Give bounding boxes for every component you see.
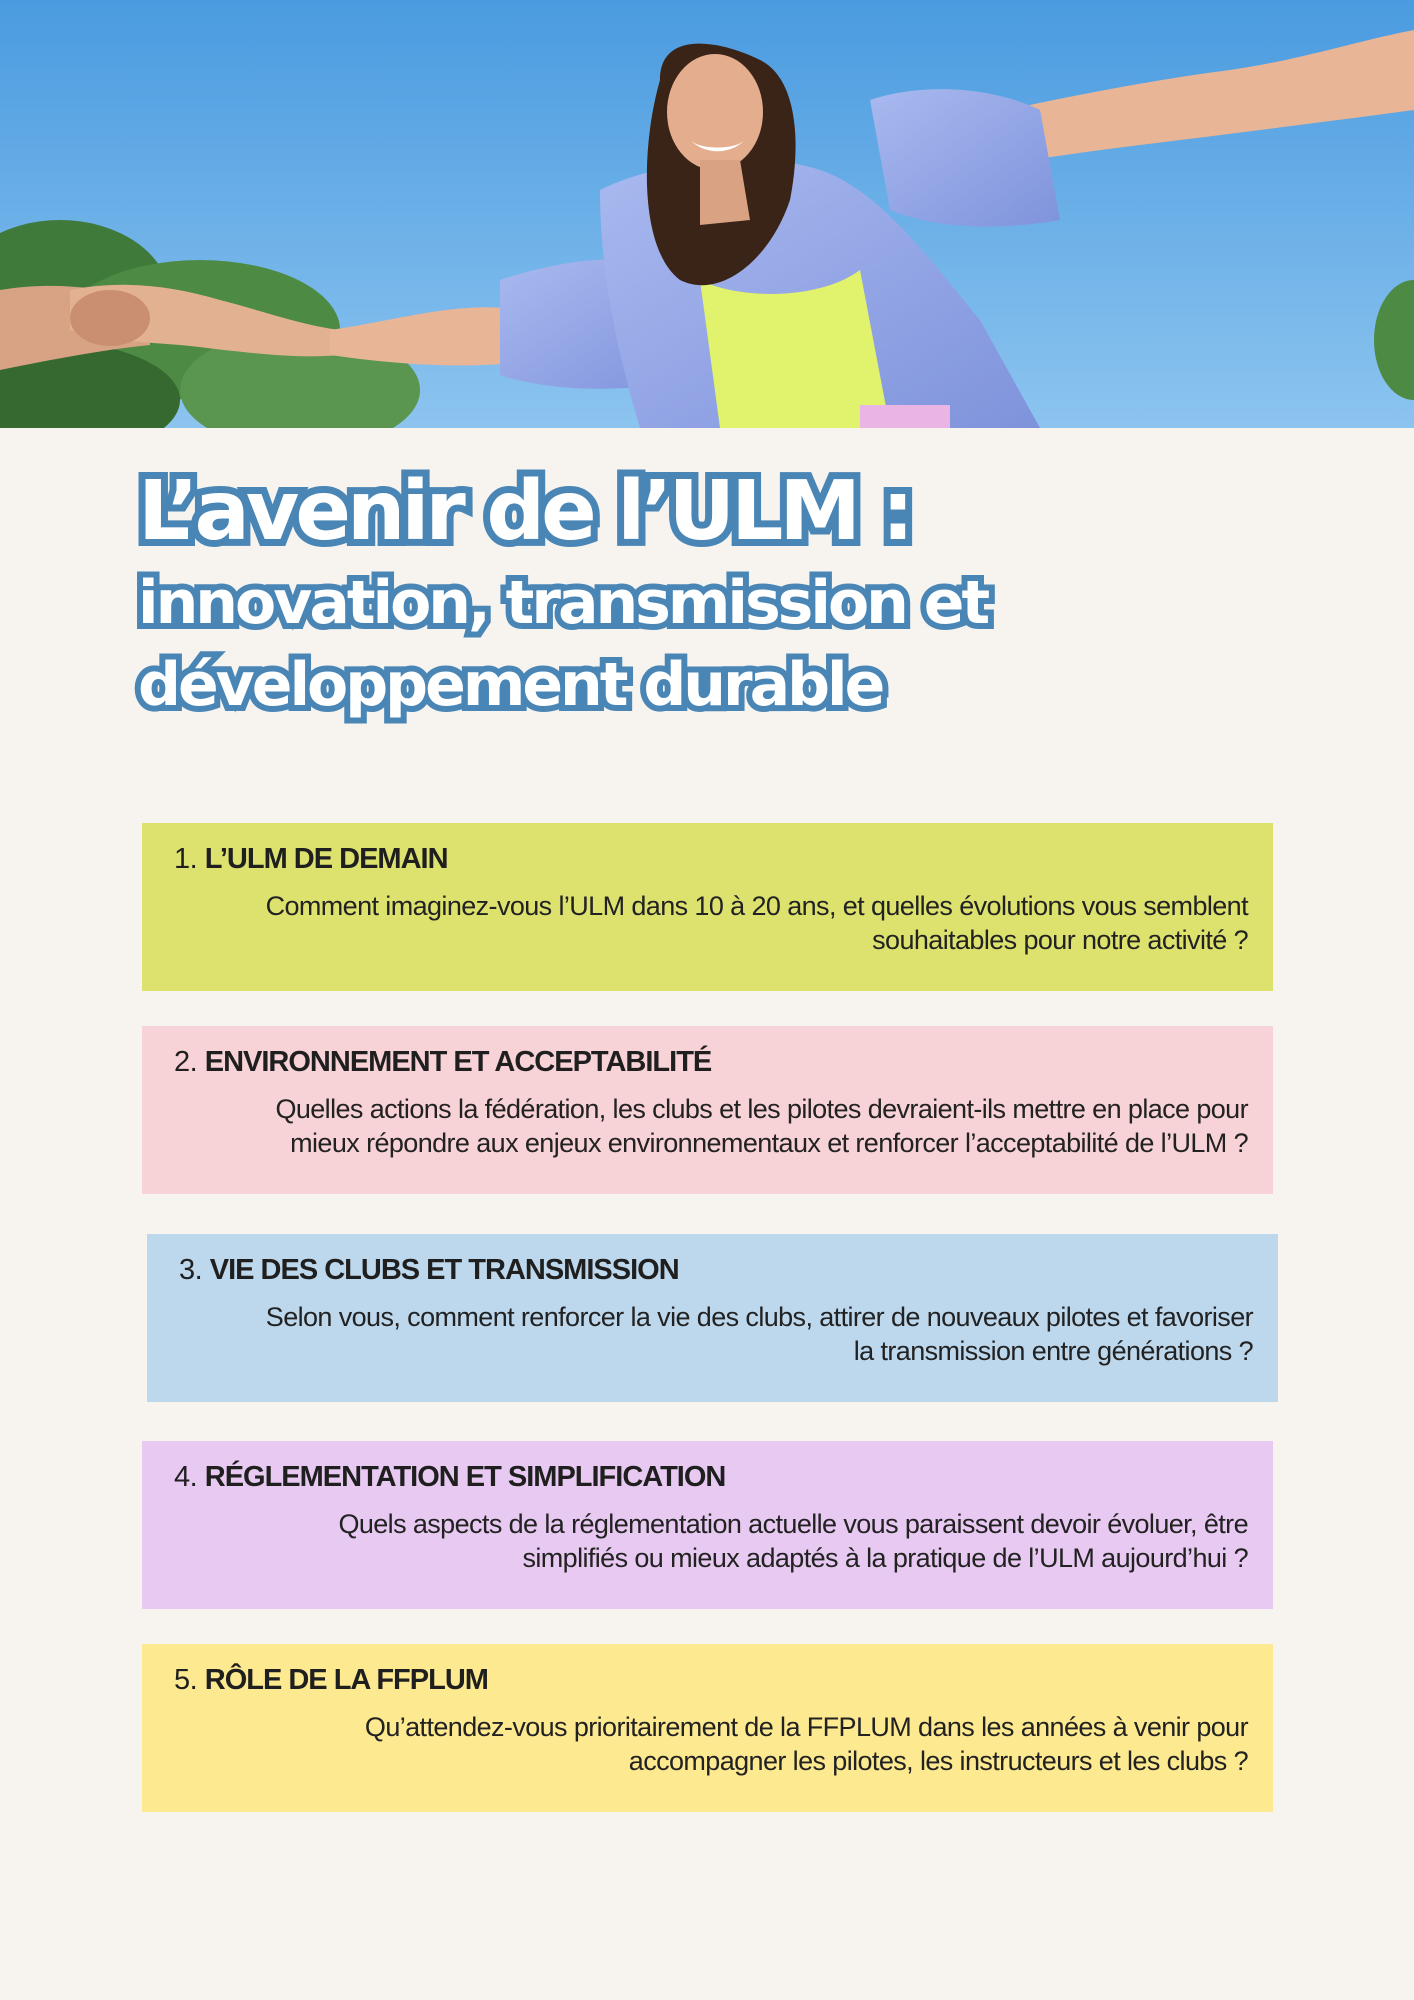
question-text-line: accompagner les pilotes, les instructeurs et les clubs ? — [628, 1746, 1248, 1776]
question-text — [174, 1092, 1248, 1160]
question-card-2 — [142, 1026, 1273, 1194]
question-heading — [174, 1660, 1248, 1700]
question-text-line: Qu’attendez-vous prioritairement de la FFPLUM dans les années à venir pour — [364, 1712, 1248, 1742]
page-subtitle-line2: développement durable — [138, 650, 883, 720]
question-text-line: mieux répondre aux enjeux environnementaux et renforcer l’acceptabilité de l’ULM ? — [290, 1128, 1248, 1158]
question-card-4 — [142, 1441, 1273, 1609]
question-title: VIE DES CLUBS ET TRANSMISSION — [209, 1254, 679, 1286]
title-block — [138, 462, 1138, 726]
question-heading — [174, 1457, 1248, 1497]
question-heading — [174, 839, 1248, 879]
question-text-line: Selon vous, comment renforcer la vie des clubs, attirer de nouveaux pilotes et favoriser — [265, 1302, 1253, 1332]
question-text-line: simplifiés ou mieux adaptés à la pratique de l’ULM aujourd’hui ? — [522, 1543, 1248, 1573]
question-title: RÔLE DE LA FFPLUM — [204, 1664, 488, 1696]
question-title: RÉGLEMENTATION ET SIMPLIFICATION — [204, 1461, 726, 1493]
question-text-line: Comment imaginez-vous l’ULM dans 10 à 20 ans, et quelles évolutions vous semblent — [265, 891, 1248, 921]
question-number: 1. — [174, 843, 198, 875]
question-card-5 — [142, 1644, 1273, 1812]
hero-photo — [0, 0, 1414, 428]
question-text — [174, 1710, 1248, 1778]
question-text-line: la transmission entre générations ? — [853, 1336, 1253, 1366]
question-text — [174, 889, 1248, 957]
page-subtitle-line1: innovation, transmission et — [138, 568, 988, 638]
question-card-3 — [147, 1234, 1278, 1402]
question-heading — [174, 1042, 1248, 1082]
question-number: 2. — [174, 1046, 198, 1078]
question-text-line: souhaitables pour notre activité ? — [872, 925, 1248, 955]
question-number: 3. — [179, 1254, 203, 1286]
question-heading — [179, 1250, 1253, 1290]
question-title: ENVIRONNEMENT ET ACCEPTABILITÉ — [204, 1046, 712, 1078]
question-title: L’ULM DE DEMAIN — [204, 843, 448, 875]
question-number: 5. — [174, 1664, 198, 1696]
question-text — [179, 1300, 1253, 1368]
question-text — [174, 1507, 1248, 1575]
hero-illustration — [0, 0, 1414, 428]
page-title: L’avenir de l’ULM : — [138, 464, 911, 559]
question-text-line: Quelles actions la fédération, les clubs et les pilotes devraient-ils mettre en place pour — [275, 1094, 1248, 1124]
question-card-1 — [142, 823, 1273, 991]
question-text-line: Quels aspects de la réglementation actuelle vous paraissent devoir évoluer, être — [338, 1509, 1248, 1539]
question-number: 4. — [174, 1461, 198, 1493]
